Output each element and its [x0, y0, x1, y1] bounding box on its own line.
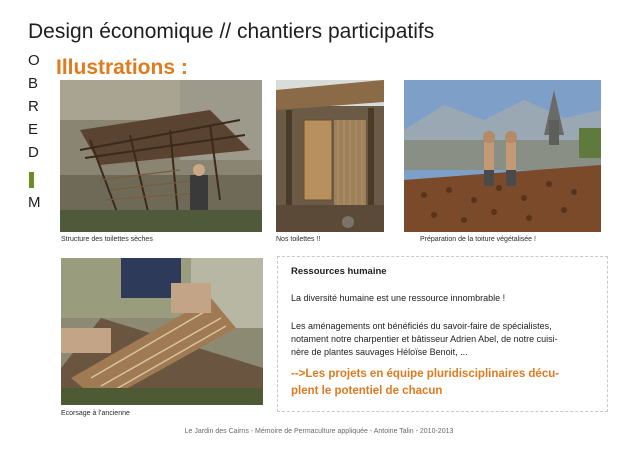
side-letter-e: E — [28, 121, 39, 138]
box-paragraph-2-line-3: nère de plantes sauvages Héloïse Benoit, ... — [291, 347, 468, 357]
footer-credit: Le Jardin des Cairns - Mémoire de Permaculture appliquée - Antoine Talin - 2010-2013 — [184, 428, 454, 435]
side-letter-b: B — [28, 75, 39, 92]
box-paragraph-2 — [291, 320, 558, 359]
box-highlight-line-1: -->Les projets en équipe pluridisciplinaires décu- — [291, 368, 560, 380]
photo-toilet-structure — [60, 80, 262, 232]
box-heading: Ressources humaine — [291, 266, 387, 277]
caption-toilets: Nos toilettes !! — [276, 236, 321, 243]
box-highlight-line-2: plent le potentiel de chacun — [291, 385, 443, 397]
side-letter-m: M — [28, 194, 41, 211]
caption-toilet-structure: Structure des toilettes sèches — [61, 236, 153, 243]
photo-toilets — [276, 80, 384, 232]
side-accent-bar — [29, 172, 34, 188]
section-subtitle: Illustrations : — [56, 56, 188, 79]
photo-bark-stripping — [61, 258, 263, 405]
side-letter-o: O — [28, 52, 40, 69]
side-letter-d: D — [28, 144, 39, 161]
photo-green-roof — [404, 80, 601, 232]
box-paragraph-2-line-1: Les aménagements ont bénéficiés du savoir-faire de spécialistes, — [291, 321, 552, 331]
box-paragraph-1: La diversité humaine est une ressource innombrable ! — [291, 293, 506, 303]
slide-title: Design économique // chantiers participatifs — [28, 20, 435, 43]
caption-green-roof: Préparation de la toiture végétalisée ! — [420, 236, 536, 243]
box-paragraph-2-line-2: notament notre charpentier et bâtisseur Adrien Abel, de notre cuisi- — [291, 334, 558, 344]
side-letter-r: R — [28, 98, 39, 115]
box-highlight — [291, 366, 559, 400]
caption-bark-stripping: Ecorsage à l’ancienne — [61, 410, 130, 417]
